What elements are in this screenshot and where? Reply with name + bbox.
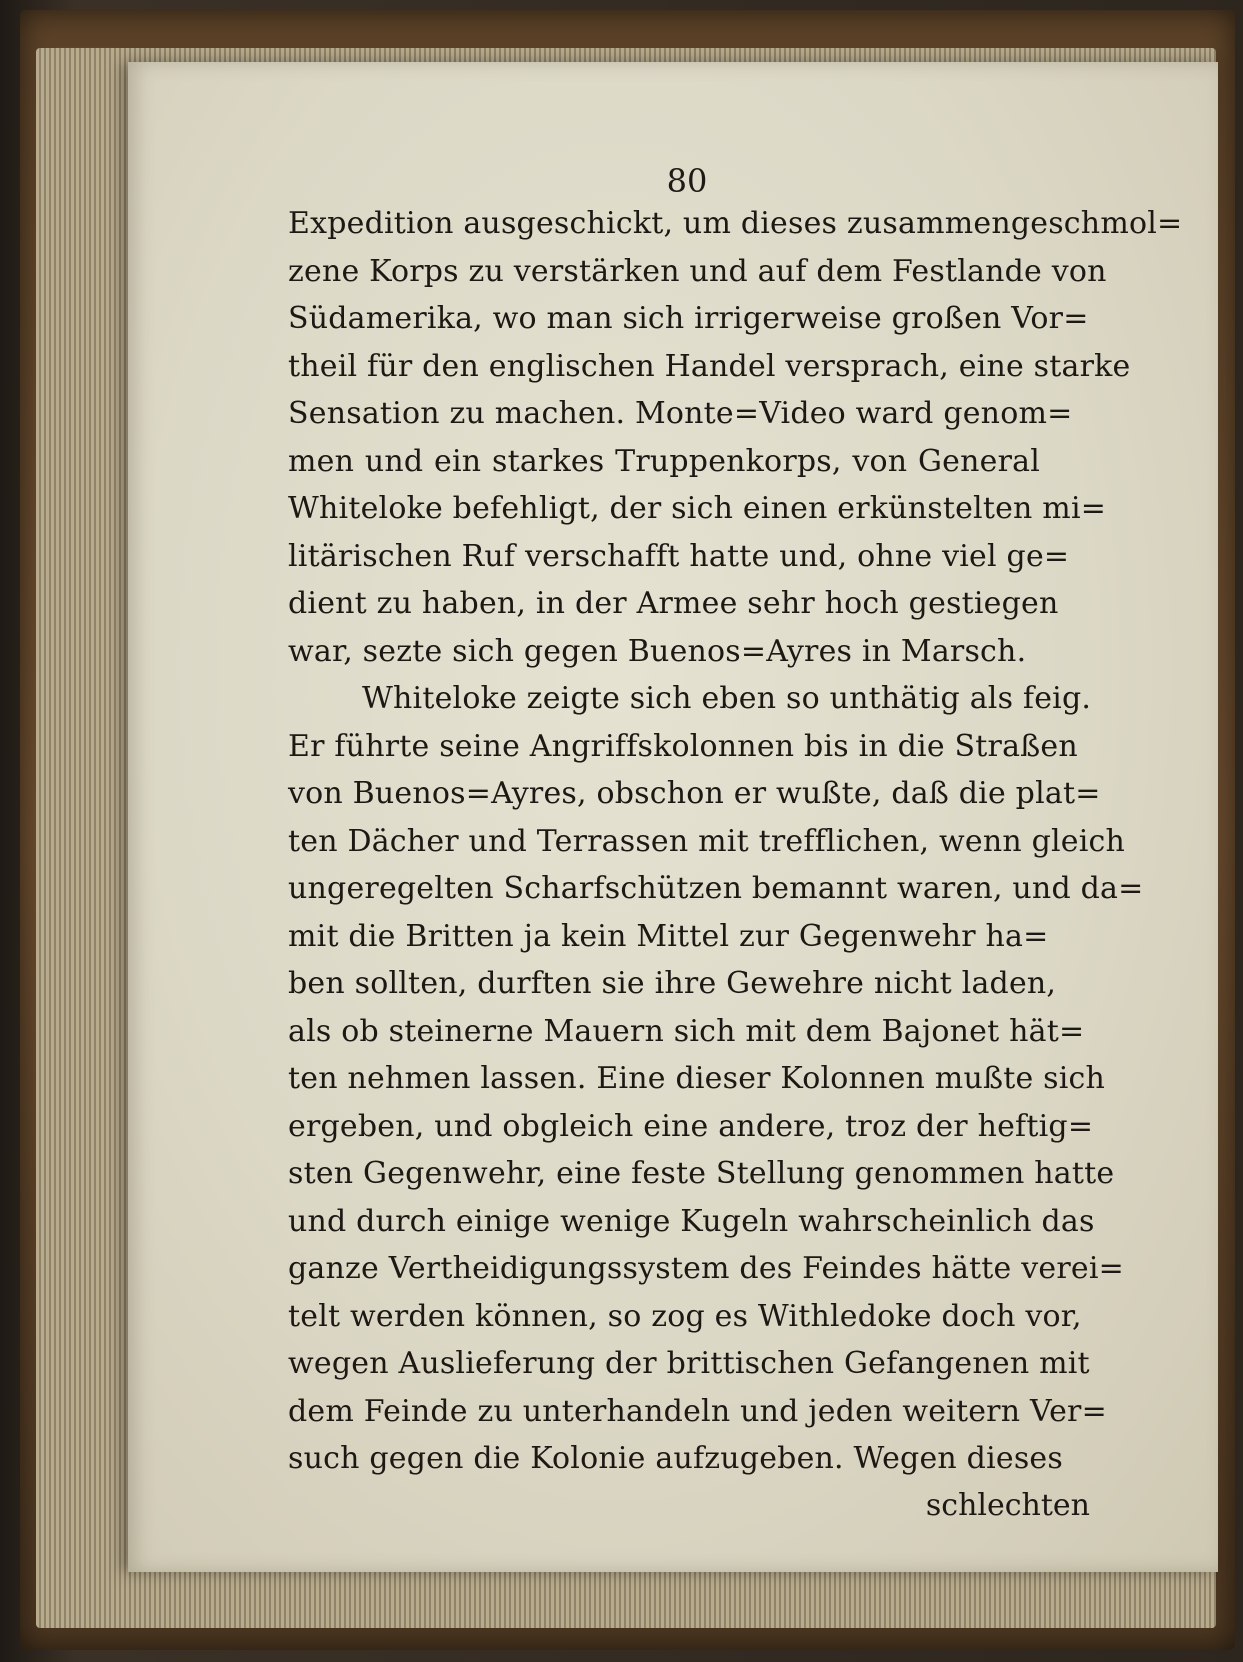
text-line: Whiteloke zeigte sich eben so unthätig als feig.	[362, 681, 1092, 716]
catchword: schlechten	[925, 1488, 1090, 1523]
text-line: Südamerika, wo man sich irrigerweise großen Vor=	[288, 301, 1089, 336]
text-line: sten Gegenwehr, eine feste Stellung genommen hatte	[288, 1156, 1115, 1191]
text-line: telt werden können, so zog es Withledoke doch vor,	[288, 1298, 1082, 1334]
text-line: dient zu haben, in der Armee sehr hoch gestiegen	[288, 586, 1059, 621]
text-line: Sensation zu machen. Monte=Video ward genom=	[288, 396, 1073, 431]
body-text	[288, 200, 1183, 1483]
text-line: ungeregelten Scharfschützen bemannt waren, und da=	[288, 871, 1144, 906]
text-line: wegen Auslieferung der brittischen Gefangenen mit	[288, 1346, 1090, 1381]
text-line: such gegen die Kolonie aufzugeben. Wegen dieses	[288, 1441, 1063, 1476]
text-line: von Buenos=Ayres, obschon er wußte, daß die plat=	[288, 776, 1101, 811]
text-line: litärischen Ruf verschafft hatte und, ohne viel ge=	[288, 538, 1070, 574]
text-line: Er führte seine Angriffskolonnen bis in die Straßen	[288, 728, 1078, 764]
text-line: Whiteloke befehligt, der sich einen erkünstelten mi=	[288, 491, 1107, 526]
text-line: ganze Vertheidigungssystem des Feindes hätte verei=	[288, 1251, 1124, 1286]
text-line: als ob steinerne Mauern sich mit dem Bajonet hät=	[288, 1013, 1085, 1049]
text-line: ten Dächer und Terrassen mit trefflichen, wenn gleich	[288, 823, 1126, 859]
text-line: zene Korps zu verstärken und auf dem Festlande von	[288, 253, 1107, 289]
text-line: war, sezte sich gegen Buenos=Ayres in Marsch.	[288, 633, 1027, 669]
text-line: ben sollten, durften sie ihre Gewehre nicht laden,	[288, 966, 1057, 1001]
text-line: mit die Britten ja kein Mittel zur Gegenwehr ha=	[288, 918, 1049, 954]
text-line: theil für den englischen Handel versprach, eine starke	[288, 348, 1131, 384]
page-number: 80	[666, 162, 708, 200]
text-line: men und ein starkes Truppenkorps, von General	[288, 443, 1040, 479]
text-line: und durch einige wenige Kugeln wahrscheinlich das	[288, 1203, 1095, 1239]
book-page	[128, 62, 1218, 1572]
text-line: dem Feinde zu unterhandeln und jeden weitern Ver=	[288, 1393, 1107, 1429]
text-line: ergeben, und obgleich eine andere, troz der heftig=	[288, 1108, 1094, 1144]
text-line: ten nehmen lassen. Eine dieser Kolonnen mußte sich	[288, 1061, 1106, 1096]
text-line: Expedition ausgeschickt, um dieses zusammengeschmol=	[288, 206, 1183, 241]
